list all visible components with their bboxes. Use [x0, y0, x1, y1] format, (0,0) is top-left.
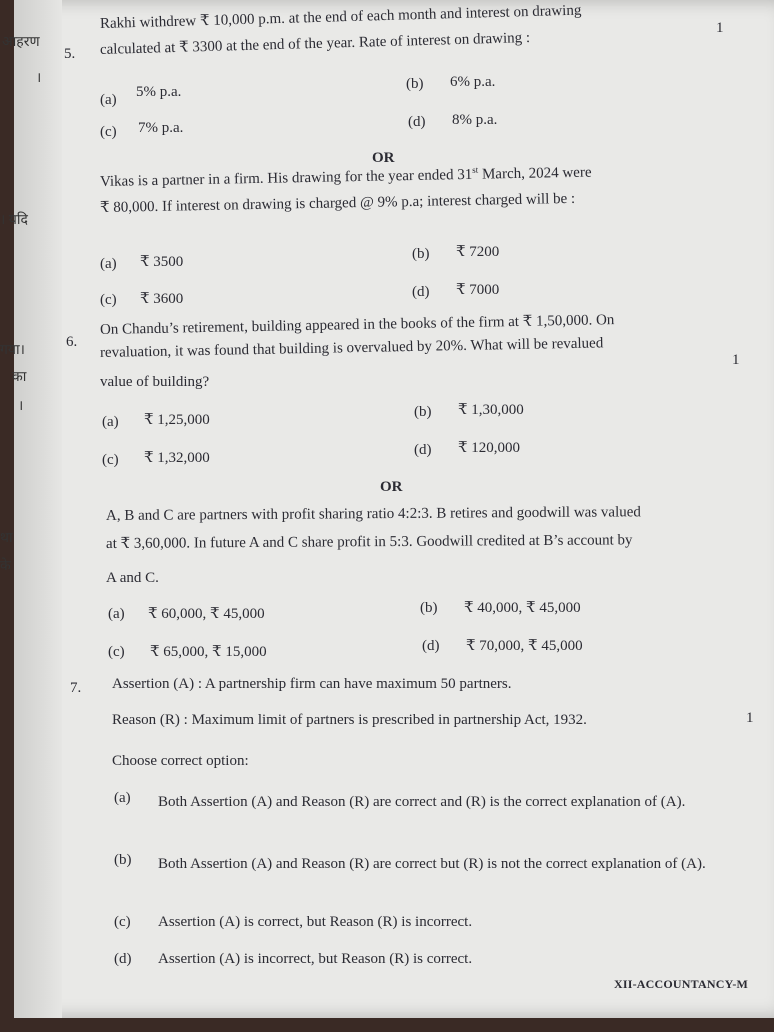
option-text: ₹ 65,000, ₹ 15,000: [150, 644, 267, 660]
question-text: calculated at ₹ 3300 at the end of the year. Rate of interest on drawing :: [99, 29, 531, 58]
option-label: (c): [114, 914, 131, 930]
question-text-part: Vikas is a partner in a firm. His drawing for the year ended 31: [99, 166, 473, 190]
margin-fragment: आहरण: [2, 35, 40, 50]
option-label: (b): [412, 246, 430, 262]
option-text: ₹ 7000: [456, 282, 500, 298]
option-text: ₹ 1,30,000: [458, 402, 524, 418]
margin-fragment: का: [12, 370, 27, 385]
option-label: (d): [412, 284, 430, 300]
option-text: ₹ 3600: [140, 291, 184, 307]
option-text: 7% p.a.: [138, 120, 184, 136]
question-number: 6.: [66, 334, 78, 350]
instruction-text: Choose correct option:: [112, 753, 249, 769]
option-label: (c): [102, 452, 119, 468]
marks: 1: [732, 352, 740, 368]
option-label: (d): [422, 638, 440, 654]
option-text: Both Assertion (A) and Reason (R) are correct and (R) is the correct explanation of (A).: [158, 794, 686, 810]
marks: 1: [746, 710, 754, 726]
option-text: 5% p.a.: [136, 84, 182, 100]
or-separator: OR: [380, 479, 403, 495]
option-label: (b): [406, 76, 424, 92]
option-label: (c): [100, 124, 117, 140]
question-text: A, B and C are partners with profit sharing ratio 4:2:3. B retires and goodwill was valued: [105, 504, 641, 524]
footer-code: XII-ACCOUNTANCY-M: [614, 977, 749, 991]
option-label: (a): [100, 92, 117, 108]
margin-fragment: ।: [18, 399, 24, 414]
option-text: Both Assertion (A) and Reason (R) are correct but (R) is not the correct explanation of (A).: [158, 856, 706, 872]
superscript: st: [472, 164, 479, 175]
question-number: 5.: [64, 46, 76, 62]
option-text: ₹ 60,000, ₹ 45,000: [148, 606, 265, 622]
question-text: Rakhi withdrew ₹ 10,000 p.m. at the end of each month and interest on drawing: [99, 2, 582, 32]
option-text: ₹ 1,32,000: [144, 450, 210, 466]
option-text: ₹ 3500: [140, 254, 184, 270]
reason-text: Reason (R) : Maximum limit of partners is prescribed in partnership Act, 1932.: [112, 712, 587, 728]
hindi-margin-strip: [14, 0, 62, 1018]
option-text: ₹ 1,25,000: [144, 412, 210, 428]
question-text: [100, 163, 592, 191]
option-text: ₹ 70,000, ₹ 45,000: [466, 638, 583, 654]
option-label: (d): [408, 114, 426, 130]
option-label: (c): [108, 644, 125, 660]
question-text-part: March, 2024 were: [478, 164, 592, 183]
question-text: ₹ 80,000. If interest on drawing is charged @ 9% p.a; interest charged will be :: [99, 190, 576, 216]
margin-fragment: । यदि: [0, 213, 28, 228]
option-label: (a): [114, 790, 131, 806]
option-label: (a): [108, 606, 125, 622]
assertion-text: Assertion (A) : A partnership firm can have maximum 50 partners.: [112, 676, 512, 692]
margin-fragment: गया।: [0, 343, 25, 358]
option-label: (c): [100, 292, 117, 308]
question-text: On Chandu’s retirement, building appeared in the books of the firm at ₹ 1,50,000. On: [99, 312, 615, 338]
question-text: A and C.: [106, 570, 159, 586]
margin-fragment: ।: [36, 71, 42, 86]
option-label: (a): [100, 256, 117, 272]
marks: 1: [716, 20, 724, 36]
margin-fragment: के: [0, 559, 11, 574]
margin-fragment: था: [0, 531, 13, 546]
option-text: ₹ 40,000, ₹ 45,000: [464, 600, 581, 616]
option-text: ₹ 7200: [456, 244, 500, 260]
option-text: Assertion (A) is correct, but Reason (R) is incorrect.: [158, 914, 473, 930]
option-text: 8% p.a.: [452, 112, 498, 128]
option-label: (b): [420, 600, 438, 616]
option-label: (d): [414, 442, 432, 458]
question-number: 7.: [70, 680, 82, 696]
or-separator: OR: [372, 150, 395, 166]
option-label: (b): [414, 404, 432, 420]
option-text: Assertion (A) is incorrect, but Reason (R) is correct.: [158, 951, 473, 967]
option-label: (b): [114, 852, 132, 868]
option-text: 6% p.a.: [450, 74, 496, 90]
option-label: (d): [114, 951, 132, 967]
option-label: (a): [102, 414, 119, 430]
question-text: value of building?: [100, 374, 210, 390]
question-text: at ₹ 3,60,000. In future A and C share profit in 5:3. Goodwill credited at B’s account by: [105, 532, 633, 552]
question-text: revaluation, it was found that building is overvalued by 20%. What will be revalued: [99, 335, 604, 361]
option-text: ₹ 120,000: [458, 440, 521, 456]
